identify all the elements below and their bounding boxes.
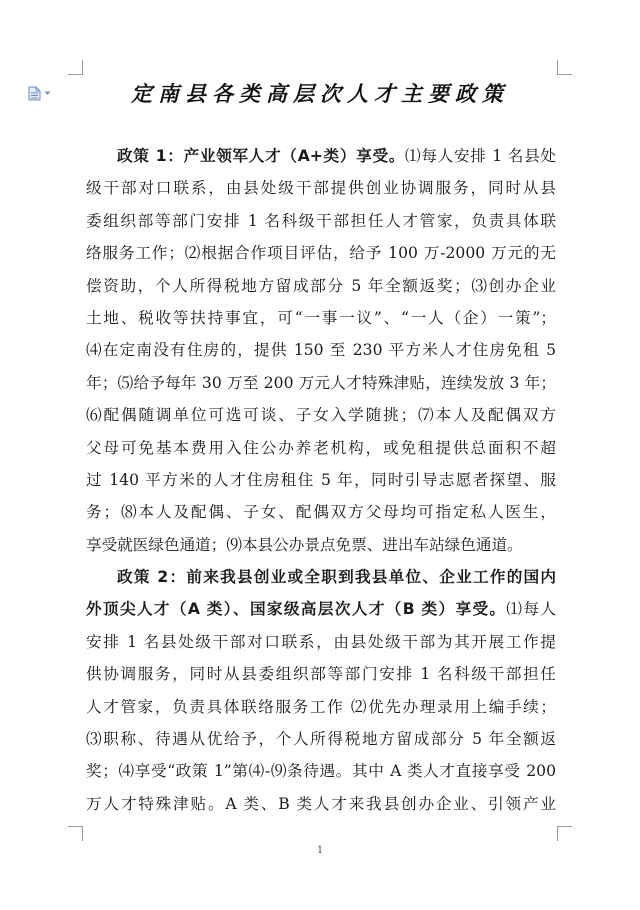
document-title: 定南县各类高层次人才主要政策 — [131, 81, 509, 106]
crop-mark-top-right — [557, 60, 572, 75]
text-line: 络服务工作；⑵根据合作项目评估，给予 100 万-2000 万元的无 — [86, 244, 556, 263]
crop-mark-bottom-left — [68, 826, 83, 841]
text-line: 外顶尖人才（A 类）、国家级高层次人才（B 类）享受。⑴每人 — [86, 600, 556, 619]
text-line: 父母可免基本费用入住公办养老机构，或免租提供总面积不超 — [86, 438, 556, 457]
text-line: 过 140 平方米的人才住房租住 5 年，同时引导志愿者探望、服 — [86, 470, 556, 489]
text-line: 级干部对口联系，由县处级干部提供创业协调服务，同时从县 — [86, 179, 556, 198]
text-line: 享受就医绿色通道；⑼本县公办景点免票、进出车站绿色通道。 — [86, 535, 523, 554]
policy-heading: 政策 1：产业领军人才（A+类）享受。 — [117, 147, 406, 165]
text-line: 人才管家，负责具体联络服务工作 ⑵优先办理录用上编手续； — [86, 697, 556, 716]
policy-heading: 政策 2：前来我县创业或全职到我县单位、企业工作的国内 — [117, 568, 556, 587]
crop-mark-bottom-right — [557, 826, 572, 841]
page-number: 1 — [316, 845, 324, 856]
text-line: 万人才特殊津贴。A 类、B 类人才来我县创办企业、引领产业 — [86, 794, 556, 813]
crop-mark-top-left — [68, 60, 83, 75]
text-line: 奖；⑷享受“政策 1”第⑷-⑼条待遇。其中 A 类人才直接享受 200 — [86, 762, 556, 781]
policy-heading-cont: 外顶尖人才（A 类）、国家级高层次人才（B 类）享受。 — [86, 600, 507, 619]
text-line: 政策 1：产业领军人才（A+类）享受。⑴每人安排 1 名县处 — [117, 147, 556, 165]
document-body — [86, 140, 556, 820]
text-line: 安排 1 名县处级干部对口联系，由县处级干部为其开展工作提 — [86, 632, 556, 651]
text-line: 务；⑻本人及配偶、子女、配偶双方父母均可指定私人医生， — [86, 503, 556, 522]
text-line: 供协调服务，同时从县委组织部等部门安排 1 名科级干部担任 — [86, 665, 556, 684]
text-line: 偿资助，个人所得税地方留成部分 5 年全额返奖；⑶创办企业 — [86, 276, 556, 295]
text-line: ⑶职称、待遇从优给予，个人所得税地方留成部分 5 年全额返 — [86, 730, 556, 749]
text-line: ⑷在定南没有住房的，提供 150 至 230 平方米人才住房免租 5 — [86, 341, 556, 360]
text-line: 年；⑸给予每年 30 万至 200 万元人才特殊津贴，连续发放 3 年； — [86, 373, 556, 392]
text-line: ⑹配偶随调单位可选可谈、子女入学随挑；⑺本人及配偶双方 — [86, 406, 556, 425]
text-line: 委组织部等部门安排 1 名科级干部担任人才管家，负责具体联 — [86, 211, 556, 230]
text-line: 土地、税收等扶持事宜，可“一事一议”、“一人（企）一策”； — [86, 308, 556, 327]
